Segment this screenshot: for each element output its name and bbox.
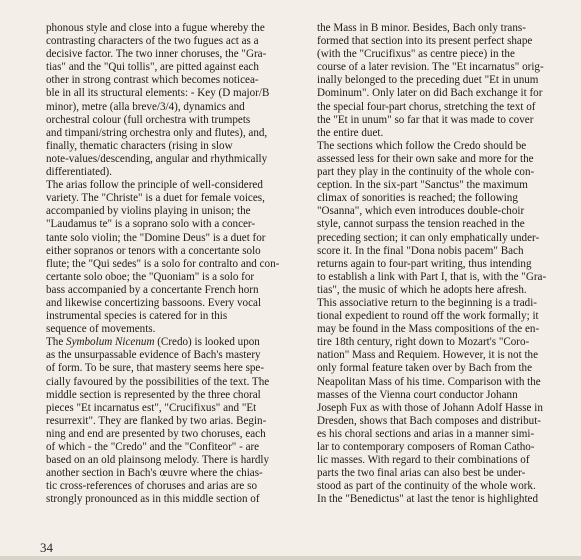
text-line: The sections which follow the Credo should be bbox=[317, 139, 527, 152]
text-line: instrumental species is catered for in this bbox=[46, 310, 228, 323]
left-text-column bbox=[46, 22, 330, 506]
text-line: ble in all its structural elements: - Key (D major/B bbox=[46, 87, 270, 100]
work-title: Symbolum Nicenum bbox=[66, 336, 155, 349]
text-line: lar to contemporary composers of Roman Catho- bbox=[317, 441, 535, 453]
text-line: climax of sonorities is reached; the following bbox=[317, 192, 518, 205]
text-line: Dresden, shows that Bach composes and distribut- bbox=[317, 414, 541, 427]
text-line: other in strong contrast which becomes noticea- bbox=[46, 74, 259, 87]
text-line: either sopranos or tenors with a concertante solo bbox=[46, 244, 261, 257]
text-line: tional expedient to round off the work formally; it bbox=[317, 310, 539, 323]
text-line: the special four-part chorus, stretching the text of bbox=[317, 100, 536, 113]
text-line: the "Et in unum" so far that it was made to cover bbox=[317, 113, 534, 126]
text-line: returns again to four-part writing, thus intending bbox=[317, 257, 532, 270]
text-line: based on an old plainsong melody. There is hardly bbox=[46, 454, 270, 467]
text-line: pieces "Et incarnatus est", "Crucifixus" and "Et bbox=[46, 401, 257, 414]
text-line: contrasting characters of the two fugues act as a bbox=[46, 35, 259, 48]
text-line: tias" and the "Qui tollis", are pitted against each bbox=[46, 61, 259, 74]
text-line: bass accompanied by a concertante French horn bbox=[46, 283, 259, 296]
text-line: inally belonged to the preceding duet "Et in unum bbox=[317, 74, 539, 87]
text-line: phonous style and close into a fugue whereby the bbox=[46, 22, 265, 34]
text-line: nation" Mass and Requiem. However, it is not the bbox=[317, 349, 538, 362]
text-line: to establish a link with Part I, that is, with the "Gra- bbox=[317, 270, 547, 283]
text-line: middle section is represented by the three choral bbox=[46, 388, 261, 401]
right-text-column bbox=[317, 22, 581, 506]
text-line: score it. In the final "Dona nobis pacem" Bach bbox=[317, 244, 524, 257]
text-line: and timpani/string orchestra only and flutes), and, bbox=[46, 126, 268, 139]
text-line: note-values/descending, angular and rhythmically bbox=[46, 152, 268, 165]
text-line: resurrexit". They are flanked by two arias. Begin- bbox=[46, 414, 267, 427]
text-line: accompanied by violins playing in unison; the bbox=[46, 205, 251, 218]
text-line: the Mass in B minor. Besides, Bach only trans- bbox=[317, 22, 526, 34]
text-line: orchestral colour (full orchestra with trumpets bbox=[46, 113, 251, 126]
text-line: preceding section; it can only emphatically under- bbox=[317, 231, 540, 244]
text-line: strongly pronounced as in this middle section of bbox=[46, 493, 260, 506]
text-line: of form. To be sure, that mastery seems here spe- bbox=[46, 362, 265, 375]
text-line: certante solo oboe; the "Quoniam" is a solo for bbox=[46, 270, 255, 283]
text-line: flute; the "Qui sedes" is a solo for contralto and con- bbox=[46, 257, 280, 270]
text-line: another section in Bach's œuvre where the chias- bbox=[46, 467, 263, 480]
text-line: lic masses. With regard to their combinations of bbox=[317, 454, 530, 467]
text-line: cially favoured by the possibilities of the text. The bbox=[46, 375, 270, 388]
text-line: differentiated). bbox=[46, 166, 113, 179]
page-bottom-edge bbox=[0, 556, 581, 560]
text-line: es his choral sections and arias in a manner simi- bbox=[317, 427, 535, 440]
text-line: may be found in the Mass compositions of the en- bbox=[317, 323, 540, 336]
text-line: Joseph Fux as with those of Johann Adolf Hasse in bbox=[317, 401, 543, 414]
text-line: assessed less for their own sake and more for the bbox=[317, 152, 534, 165]
text-line: ning and end are presented by two choruses, each bbox=[46, 427, 266, 440]
text-line: decisive factor. The two inner choruses, the "Gra- bbox=[46, 48, 267, 61]
text-line: formed that section into its present perfect shape bbox=[317, 35, 533, 48]
text-line: (with the "Crucifixus" as centre piece) in the bbox=[317, 48, 515, 61]
page-number: 34 bbox=[40, 540, 53, 555]
text-line: "Osanna", which even introduces double-choir bbox=[317, 205, 525, 218]
text-line: variety. The "Christe" is a duet for female voices, bbox=[46, 192, 265, 205]
text-line: minor), metre (alla breve/3/4), dynamics and bbox=[46, 100, 245, 113]
text-line: In the "Benedictus" at last the tenor is highlighted bbox=[317, 493, 539, 506]
text-line: parts the two final arias can also best be under- bbox=[317, 467, 526, 480]
text-line: tic cross-references of choruses and arias are so bbox=[46, 480, 257, 493]
text-line: ception. In the six-part "Sanctus" the maximum bbox=[317, 179, 528, 192]
text-line: "Laudamus te" is a soprano solo with a concer- bbox=[46, 218, 256, 231]
text-line: This associative return to the beginning is a tradi- bbox=[317, 296, 537, 309]
text-line: sequence of movements. bbox=[46, 323, 156, 336]
text-line: of which - the "Credo" and the "Confiteor" - are bbox=[46, 441, 260, 453]
text-line: finally, thematic characters (rising in slow bbox=[46, 139, 233, 152]
text-line: and likewise concertizing bassoons. Every vocal bbox=[46, 296, 262, 309]
text-line: the entire duet. bbox=[317, 126, 384, 139]
text-line: only formal feature taken over by Bach from the bbox=[317, 362, 533, 375]
text-line: part they play in the continuity of the whole con- bbox=[317, 166, 535, 179]
text-line: Neapolitan Mass of his time. Comparison with the bbox=[317, 375, 541, 388]
text-line: stood as part of the continuity of the whole work. bbox=[317, 480, 536, 493]
text-line: masses of the Vienna court conductor Johann bbox=[317, 388, 518, 401]
text-line: style, cannot surpass the tension reached in the bbox=[317, 218, 525, 231]
text-line: tante solo violin; the "Domine Deus" is a duet for bbox=[46, 231, 266, 244]
text-line: tias", the music of which he adopts here afresh. bbox=[317, 283, 527, 296]
text-line: The Symbolum Nicenum (Credo) is looked upon bbox=[46, 336, 260, 349]
text-line: course of a later revision. The "Et incarnatus" orig- bbox=[317, 61, 544, 74]
text-line: as the unsurpassable evidence of Bach's mastery bbox=[46, 349, 261, 362]
text-line: Dominum". Only later on did Bach exchange it for bbox=[317, 87, 543, 100]
text-line: The arias follow the principle of well-considered bbox=[46, 179, 263, 192]
text-line: tire 18th century, right down to Mozart's "Coro- bbox=[317, 336, 530, 349]
